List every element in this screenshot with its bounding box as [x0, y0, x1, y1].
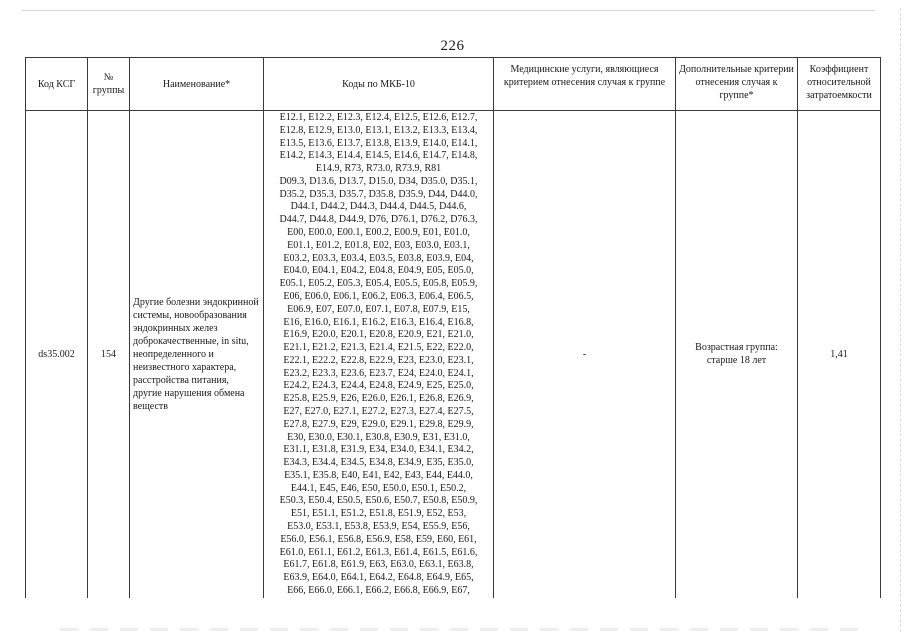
mkb-code-line: E21.1, E21.2, E21.3, E21.4, E21.5, E22, E22.0, [283, 342, 474, 354]
mkb-code-line: E44.1, E45, E46, E50, E50.0, E50.1, E50.2, [290, 482, 467, 494]
mkb-code-line: E56.0, E56.1, E56.8, E56.9, E58, E59, E60, E61, [280, 533, 477, 545]
header-name: Наименование* [130, 58, 264, 111]
header-coefficient: Коэффициент относительной затратоемкости [798, 58, 881, 111]
cell-mkb-codes [264, 111, 494, 598]
cell-extra-criteria: Возрастная группа: старше 18 лет [676, 111, 798, 598]
mkb-code-line: E51, E51.1, E51.2, E51.8, E51.9, E52, E53, [290, 508, 467, 520]
mkb-code-line: E53.0, E53.1, E53.8, E53.9, E54, E55.9, E56, [287, 521, 470, 532]
table-row [26, 111, 881, 598]
mkb-code-line: E03.2, E03.3, E03.4, E03.5, E03.8, E03.9, E04, [283, 252, 474, 264]
mkb-code-line: E24.2, E24.3, E24.4, E24.8, E24.9, E25, E25.0, [283, 380, 474, 392]
header-ksg-code: Код КСГ [26, 58, 88, 111]
mkb-code-line: E66, E66.0, E66.1, E66.2, E66.8, E66.9, E67, [287, 584, 470, 596]
mkb-code-line: E06, E06.0, E06.1, E06.2, E06.3, E06.4, E06.5, [283, 290, 474, 302]
mkb-code-line: D35.2, D35.3, D35.7, D35.8, D35.9, D44, D44.0, [279, 188, 478, 200]
mkb-code-line: E00, E00.0, E00.1, E00.2, E00.9, E01, E01.0, [287, 227, 470, 239]
mkb-code-line: E01.1, E01.2, E01.8, E02, E03, E03.0, E03.1, [287, 239, 470, 251]
mkb-code-line: E30, E30.0, E30.1, E30.8, E30.9, E31, E31.0, [287, 431, 470, 443]
mkb-code-line: E25.8, E25.9, E26, E26.0, E26.1, E26.8, E26.9, [283, 393, 474, 405]
mkb-code-line: E04.0, E04.1, E04.2, E04.8, E04.9, E05, E05.0, [283, 265, 474, 277]
header-extra-criteria: Дополнительные критерии отнесения случая к группе* [676, 58, 798, 111]
cell-ksg-code: ds35.002 [26, 111, 88, 598]
mkb-code-line: E34.3, E34.4, E34.5, E34.8, E34.9, E35, E35.0, [283, 457, 474, 469]
scan-edge-right [900, 8, 901, 632]
mkb-code-line: E16.9, E20.0, E20.1, E20.8, E20.9, E21, E21.0, [283, 329, 474, 341]
header-mkb-codes: Коды по МКБ-10 [264, 58, 494, 111]
ksg-register-table [25, 57, 881, 598]
mkb-code-line: E31.1, E31.8, E31.9, E34, E34.0, E34.1, E34.2, [283, 444, 474, 456]
mkb-code-line: E12.8, E12.9, E13.0, E13.1, E13.2, E13.3, E13.4, [279, 124, 478, 136]
mkb-code-line: D44.7, D44.8, D44.9, D76, D76.1, D76.2, D76.3, [279, 214, 478, 226]
table-body [26, 111, 881, 598]
mkb-code-line: E27, E27.0, E27.1, E27.2, E27.3, E27.4, E27.5, [283, 405, 474, 417]
mkb-code-line: E05.1, E05.2, E05.3, E05.4, E05.5, E05.8, E05.9, [279, 278, 478, 290]
mkb-code-line: E14.2, E14.3, E14.4, E14.5, E14.6, E14.7, E14.8, [279, 150, 478, 162]
scan-bleed-through [60, 628, 865, 631]
mkb-code-line: E23.2, E23.3, E23.6, E23.7, E24, E24.0, E24.1, [283, 367, 474, 379]
scan-edge-top [22, 10, 875, 11]
mkb-code-line: E63.9, E64.0, E64.1, E64.2, E64.8, E64.9, E65, [283, 572, 474, 584]
mkb-code-line: E35.1, E35.8, E40, E41, E42, E43, E44, E44.0, [284, 469, 473, 481]
mkb-code-line: E50.3, E50.4, E50.5, E50.6, E50.7, E50.8, E50.9, [279, 495, 478, 507]
mkb-code-line: E12.1, E12.2, E12.3, E12.4, E12.5, E12.6, E12.7, [279, 112, 478, 123]
mkb-code-line: D09.3, D13.6, D13.7, D15.0, D34, D35.0, D35.1, [279, 175, 478, 187]
cell-coefficient: 1,41 [798, 111, 881, 598]
cell-name: Другие болезни эндокринной системы, новообразования эндокринных желез доброкачественные, in situ, неопределенного и неизвестного характера, расстройства питания, другие нарушения обмена веществ [130, 111, 264, 598]
mkb-code-line: E27.8, E27.9, E29, E29.0, E29.1, E29.8, E29.9, [283, 418, 474, 430]
mkb-code-line: E13.5, E13.6, E13.7, E13.8, E13.9, E14.0, E14.1, [279, 137, 478, 149]
table-header [26, 58, 881, 111]
mkb-code-line: E61.7, E61.8, E61.9, E63, E63.0, E63.1, E63.8, [283, 559, 474, 571]
header-group-no: № группы [88, 58, 130, 111]
mkb-code-line: D44.1, D44.2, D44.3, D44.4, D44.5, D44.6, [290, 201, 467, 213]
mkb-code-line: E14.9, R73, R73.0, R73.9, R81 [315, 163, 442, 175]
mkb-code-line: E06.9, E07, E07.0, E07.1, E07.8, E07.9, E15, [287, 303, 470, 315]
mkb-code-line: E22.1, E22.2, E22.8, E22.9, E23, E23.0, E23.1, [283, 354, 474, 366]
header-row [26, 58, 881, 111]
mkb-code-line: E16, E16.0, E16.1, E16.2, E16.3, E16.4, E16.8, [283, 316, 474, 328]
mkb-code-line: E61.0, E61.1, E61.2, E61.3, E61.4, E61.5, E61.6, [279, 546, 478, 558]
page-number: 226 [440, 38, 465, 54]
cell-services: - [494, 111, 676, 598]
cell-group-no: 154 [88, 111, 130, 598]
header-services: Медицинские услуги, являющиеся критерием отнесения случая к группе [494, 58, 676, 111]
